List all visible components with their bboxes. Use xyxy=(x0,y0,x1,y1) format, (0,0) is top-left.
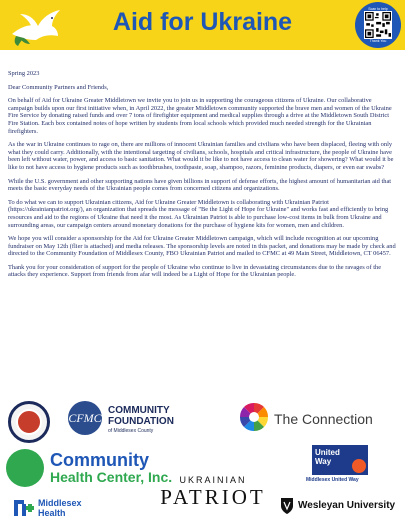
connection-pinwheel-icon xyxy=(238,401,270,433)
chc-line1: Community xyxy=(50,450,149,470)
letter-paragraph: As the war in Ukraine continues to rage on, there are millions of innocent Ukrainian families and civilians who have been displaced, fleeing with only what they could carry. Additionally, with the intentional targeting of civilians, schools, hospitals and critical infrastructure, the people of Ukraine have been left without water, power, and access to basic sanitation. What would it be like to not have access to clean water for showering? What would it be like to not have access to hygiene products such as toothbrushes, toothpaste, soap, shampoo, razors, feminine products, diapers, or even ear swabs? xyxy=(8,141,394,171)
middlesex-health-cross-icon xyxy=(14,498,34,518)
middlesex-health-logo xyxy=(14,496,124,522)
qr-code-icon xyxy=(364,11,392,39)
sponsor-logos xyxy=(0,395,405,525)
up-line2: PATRIOT xyxy=(160,485,266,509)
united-way-badge xyxy=(312,445,368,475)
qr-caption-top: Scan to help xyxy=(368,7,388,11)
letter-salutation: Dear Community Partners and Friends, xyxy=(8,83,109,91)
cfmc-line1: COMMUNITY xyxy=(108,405,170,416)
letter-body xyxy=(8,70,397,285)
wesleyan-university-logo xyxy=(280,495,402,519)
ukrainian-patriot-logo xyxy=(148,475,278,521)
united-way-logo xyxy=(302,445,392,489)
chc-figure-icon xyxy=(6,449,44,487)
letter-paragraph: Thank you for your consideration of support for the people of Ukraine who continue to live in devastating circumstances due to the ravages of the attacks they experience. Support from friends from afar will indeed be a Light of Hope for the Ukrainian people. xyxy=(8,263,382,279)
letter-paragraph: While the U.S. government and other supporting nations have given billions in support of defense efforts, the highest amount of humanitarian aid that meets the basic everyday needs of the Ukrainian people comes from concerned citizens and organizations. xyxy=(8,177,392,193)
mmh-line2: Health xyxy=(38,508,66,518)
mmh-line1: Middlesex xyxy=(38,498,82,508)
letter-paragraph: To do what we can to support Ukrainian citizens, Aid for Ukraine Greater Middletown is collaborating with Ukrainian Patriot (https://ukrainianpatriot.org/), an organization that spreads the message of "Be the Light of Hope for Ukraine" and works fast and efficiently to bring resources and aid to the regions of Ukraine that need it the most. As Ukrainian Patriot is able to purchase low-cost items in bulk from Ukraine and surrounding areas, our campaign centers around monetary donations for the purchase of hygiene kits for women, men and children. xyxy=(8,198,389,229)
community-foundation-logo xyxy=(68,397,208,447)
city-seal-center xyxy=(16,409,42,435)
letter-date: Spring 2023 xyxy=(8,70,40,77)
header-banner xyxy=(0,0,405,50)
the-connection-logo xyxy=(238,401,402,445)
united-way-hand-icon xyxy=(352,459,366,473)
up-line1: UKRAINIAN xyxy=(179,475,247,485)
wesleyan-name: Wesleyan University xyxy=(298,500,396,511)
united-way-line1: United xyxy=(315,448,340,457)
letter-paragraph: On behalf of Aid for Ukraine Greater Middletown we invite you to join us in supporting the courageous citizens of Ukraine. Our collaborative campaign builds upon our first initiative when, in April 2022, the greater Middletown community supported the brave men and women of the Ukraine Fire Service by donating raised funds and over 7 tons of firefighter equipment and medical supplies through a drive at the Middletown South District Fire Station. Each box contained notes of hope written by students from local schools which provided much needed strength for the Ukrainian firefighters. xyxy=(8,97,392,135)
donate-qr-code[interactable] xyxy=(355,2,401,48)
qr-caption-bottom: Thank You xyxy=(369,39,387,43)
wesleyan-shield-icon xyxy=(280,497,294,515)
connection-name: The Connection xyxy=(274,411,373,427)
cfmc-line3: of Middlesex County xyxy=(108,428,154,434)
page-title: Aid for Ukraine xyxy=(112,8,293,36)
letter-paragraph: We hope you will consider a sponsorship for the Aid for Ukraine Greater Middletown campaign, which will include recognition at our upcoming fundraiser on May 12th (flier is attached) and media releases. The sponsorship levels are noted in this packet, and donations may be made by check and directed to the Community Foundation of Middlesex County, FBO Ukrainian Patriot and mailed to CFMC at 49 Main Street, Middletown, CT 06457. xyxy=(8,235,396,258)
chc-line2: Health Center, Inc. xyxy=(50,469,173,485)
cfmc-monogram: CFMC xyxy=(68,401,102,435)
cfmc-line2: FOUNDATION xyxy=(108,416,174,427)
united-way-line2: Way xyxy=(315,457,332,466)
city-seal-logo xyxy=(8,401,50,443)
united-way-subtitle: Middlesex United Way xyxy=(306,477,359,483)
